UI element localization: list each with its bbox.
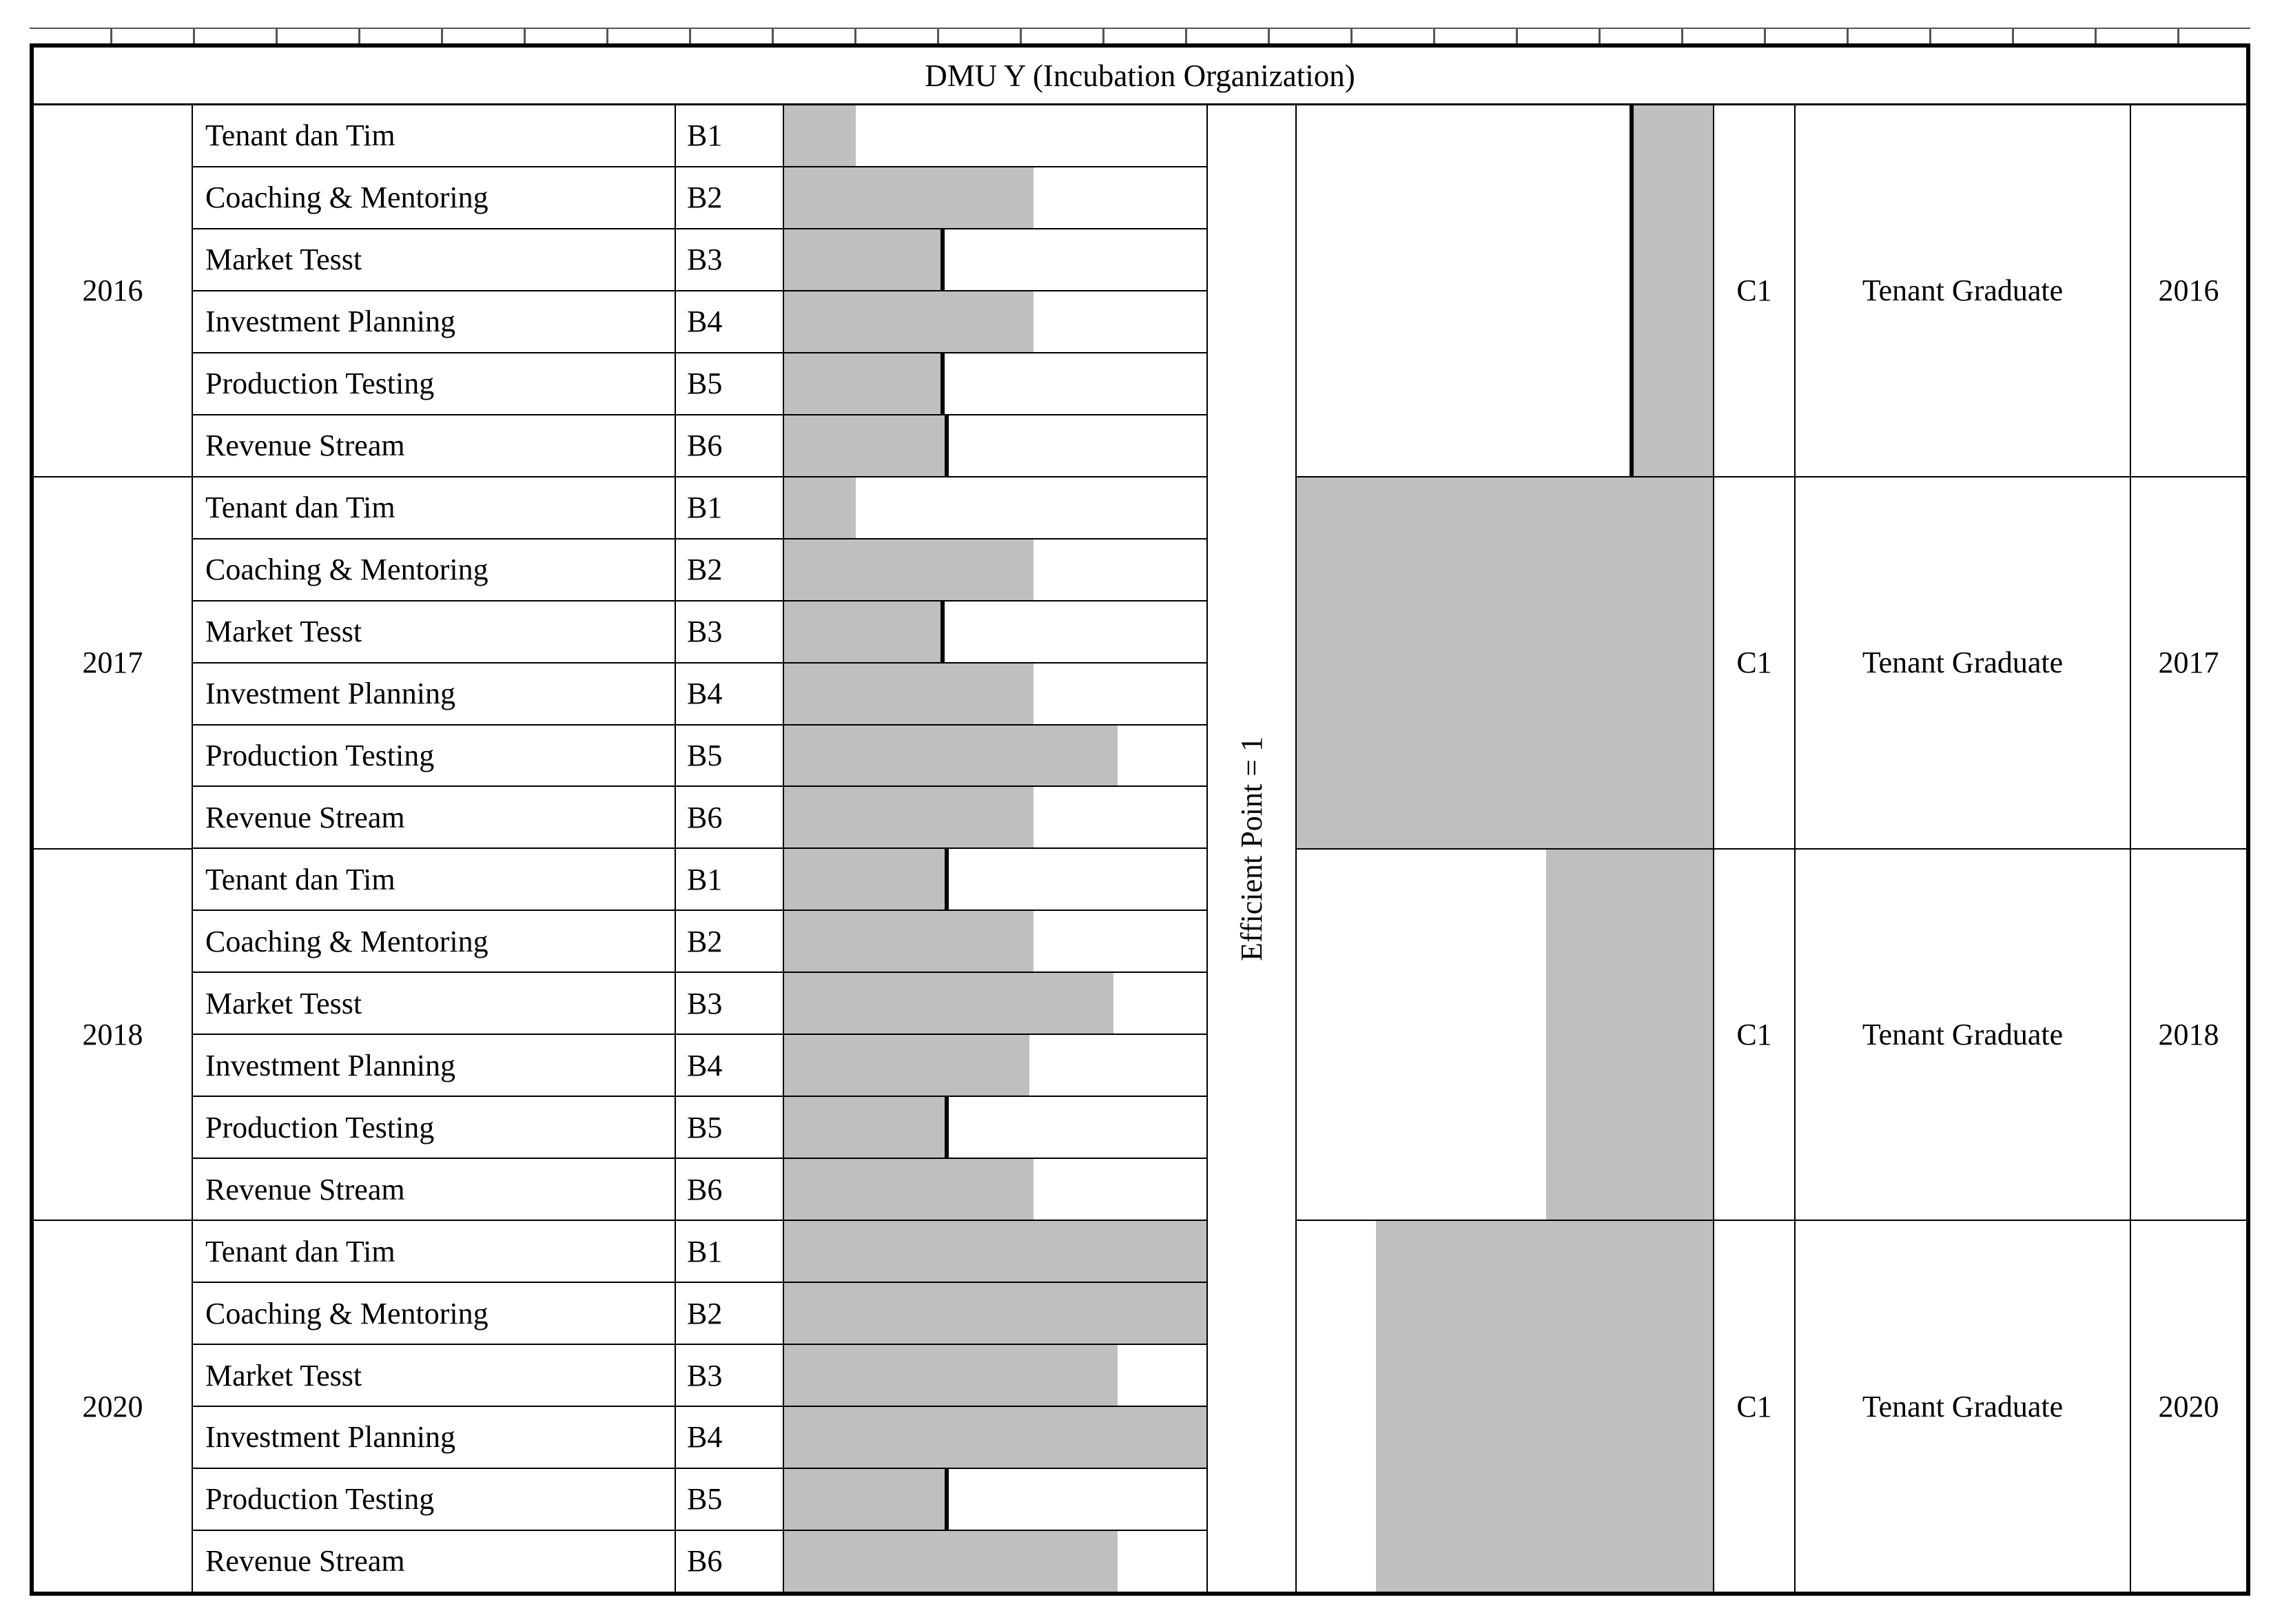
input-row <box>193 1407 1206 1469</box>
input-code: B3 <box>676 1345 784 1406</box>
input-bar <box>784 1345 1118 1406</box>
input-row <box>193 726 1206 788</box>
year-label: 2017 <box>34 477 192 850</box>
input-row <box>193 849 1206 911</box>
input-row <box>193 973 1206 1035</box>
input-bar-track <box>784 1469 1206 1530</box>
input-label: Production Testing <box>193 1097 676 1158</box>
input-bar-track <box>784 353 1206 414</box>
output-year-label: 2018 <box>2131 850 2246 1222</box>
output-bar-track <box>1297 477 1713 850</box>
input-bar-track <box>784 911 1206 972</box>
input-label: Revenue Stream <box>193 1159 676 1220</box>
input-label: Tenant dan Tim <box>193 477 676 538</box>
output-bar-track <box>1297 1221 1713 1592</box>
input-bar <box>784 726 1118 786</box>
output-label: Tenant Graduate <box>1796 477 2130 850</box>
year-label: 2020 <box>82 1389 143 1423</box>
input-row <box>193 353 1206 415</box>
output-bar-track <box>1297 105 1713 477</box>
input-row <box>193 1221 1206 1283</box>
input-code: B3 <box>676 229 784 290</box>
output-year-label: 2017 <box>2131 477 2246 850</box>
input-code: B3 <box>676 973 784 1034</box>
input-bar <box>784 602 945 662</box>
input-bar <box>784 229 945 290</box>
input-row <box>193 415 1206 477</box>
input-label: Tenant dan Tim <box>193 849 676 909</box>
input-bar <box>784 353 945 414</box>
input-bar <box>784 291 1034 352</box>
input-label: Production Testing <box>193 353 676 414</box>
output-label: Tenant Graduate <box>1862 1389 2064 1423</box>
input-bar-track <box>784 1345 1206 1406</box>
input-label: Revenue Stream <box>193 787 676 847</box>
input-row <box>193 602 1206 664</box>
input-row <box>193 911 1206 973</box>
input-bar <box>784 167 1034 228</box>
input-bar-track <box>784 477 1206 538</box>
input-label: Market Tesst <box>193 973 676 1034</box>
input-bar <box>784 787 1034 847</box>
output-column <box>1297 105 1714 1592</box>
output-bar <box>1297 477 1713 848</box>
input-bar <box>784 1035 1029 1096</box>
dmu-table <box>30 43 2250 1596</box>
input-bar-track <box>784 1531 1206 1592</box>
input-code: B1 <box>676 477 784 538</box>
output-year-label: 2020 <box>2158 1389 2219 1423</box>
input-bar-track <box>784 1159 1206 1220</box>
input-label: Investment Planning <box>193 1035 676 1096</box>
input-code: B1 <box>676 849 784 909</box>
input-code: B4 <box>676 1407 784 1468</box>
input-code: B6 <box>676 1531 784 1592</box>
output-code: C1 <box>1714 105 1794 477</box>
input-label: Market Tesst <box>193 1345 676 1406</box>
input-label: Coaching & Mentoring <box>193 539 676 600</box>
input-code: B2 <box>676 167 784 228</box>
output-code: C1 <box>1736 1389 1772 1423</box>
input-bar-track <box>784 291 1206 352</box>
input-row <box>193 291 1206 353</box>
input-code: B2 <box>676 539 784 600</box>
input-bar-track <box>784 1283 1206 1344</box>
input-bar <box>784 1407 1206 1468</box>
input-label: Market Tesst <box>193 602 676 662</box>
input-code: B5 <box>676 1469 784 1530</box>
input-bar-track <box>784 229 1206 290</box>
input-label: Market Tesst <box>193 229 676 290</box>
input-row <box>193 477 1206 539</box>
output-bar <box>1546 850 1713 1220</box>
output-bar <box>1630 105 1713 476</box>
output-bar <box>1376 1221 1713 1592</box>
input-bar <box>784 415 949 476</box>
input-bar <box>784 1221 1206 1282</box>
input-bar-track <box>784 973 1206 1034</box>
input-bar-track <box>784 726 1206 786</box>
input-row <box>193 1345 1206 1407</box>
input-label: Investment Planning <box>193 291 676 352</box>
input-rows-column <box>193 105 1208 1592</box>
input-label: Production Testing <box>193 1469 676 1530</box>
input-row <box>193 167 1206 229</box>
input-bar <box>784 849 949 909</box>
input-label: Investment Planning <box>193 1407 676 1468</box>
input-bar <box>784 1283 1206 1344</box>
output-bar-track <box>1297 850 1713 1222</box>
year-label: 2018 <box>34 850 192 1222</box>
input-bar-track <box>784 602 1206 662</box>
input-row <box>193 1097 1206 1159</box>
input-bar <box>784 1531 1118 1592</box>
output-code: C1 <box>1714 477 1794 850</box>
input-bar-track <box>784 1035 1206 1096</box>
input-bar-track <box>784 849 1206 909</box>
input-bar <box>784 539 1034 600</box>
input-bar-track <box>784 167 1206 228</box>
figure-title: DMU Y (Incubation Organization) <box>34 48 2246 105</box>
input-bar <box>784 1097 949 1158</box>
input-bar-track <box>784 664 1206 724</box>
input-bar-track <box>784 415 1206 476</box>
input-code: B4 <box>676 291 784 352</box>
input-code: B1 <box>676 1221 784 1282</box>
output-year-column <box>2131 105 2246 1592</box>
input-label: Coaching & Mentoring <box>193 167 676 228</box>
input-row <box>193 229 1206 291</box>
output-label: Tenant Graduate <box>1796 105 2130 477</box>
input-code: B4 <box>676 1035 784 1096</box>
input-row <box>193 1469 1206 1531</box>
input-bar <box>784 1159 1034 1220</box>
input-bar <box>784 973 1113 1034</box>
input-code: B4 <box>676 664 784 724</box>
input-bar-track <box>784 105 1206 166</box>
input-row <box>193 105 1206 167</box>
output-label: Tenant Graduate <box>1796 850 2130 1222</box>
input-bar-track <box>784 1221 1206 1282</box>
input-code: B6 <box>676 1159 784 1220</box>
input-bar <box>784 664 1034 724</box>
input-label: Coaching & Mentoring <box>193 1283 676 1344</box>
input-row <box>193 1035 1206 1097</box>
output-year-label: 2016 <box>2131 105 2246 477</box>
input-bar <box>784 477 856 538</box>
input-bar-track <box>784 1407 1206 1468</box>
input-label: Tenant dan Tim <box>193 105 676 166</box>
input-bar-track <box>784 539 1206 600</box>
input-code: B3 <box>676 602 784 662</box>
input-row <box>193 1159 1206 1221</box>
output-label-column <box>1796 105 2131 1592</box>
input-code: B2 <box>676 911 784 972</box>
input-bar-track <box>784 787 1206 847</box>
table-body <box>34 105 2246 1592</box>
input-row <box>193 664 1206 726</box>
output-code: C1 <box>1714 850 1794 1222</box>
input-code: B1 <box>676 105 784 166</box>
input-row <box>193 539 1206 602</box>
input-code: B2 <box>676 1283 784 1344</box>
input-code: B6 <box>676 415 784 476</box>
input-label: Revenue Stream <box>193 415 676 476</box>
input-label: Production Testing <box>193 726 676 786</box>
input-row <box>193 787 1206 849</box>
efficient-point-column <box>1208 105 1297 1592</box>
input-label: Tenant dan Tim <box>193 1221 676 1282</box>
input-bar <box>784 1469 949 1530</box>
input-label: Revenue Stream <box>193 1531 676 1592</box>
input-bar <box>784 105 856 166</box>
input-bar-track <box>784 1097 1206 1158</box>
input-bar <box>784 911 1034 972</box>
efficient-point-label: Efficient Point = 1 <box>1235 736 1268 961</box>
input-label: Coaching & Mentoring <box>193 911 676 972</box>
year-label: 2016 <box>34 105 192 477</box>
output-code-column <box>1714 105 1796 1592</box>
input-code: B6 <box>676 787 784 847</box>
input-code: B5 <box>676 1097 784 1158</box>
input-code: B5 <box>676 353 784 414</box>
input-code: B5 <box>676 726 784 786</box>
year-column <box>34 105 193 1592</box>
input-label: Investment Planning <box>193 664 676 724</box>
input-row <box>193 1283 1206 1345</box>
input-row <box>193 1531 1206 1592</box>
top-gridline-ticks <box>30 28 2250 43</box>
